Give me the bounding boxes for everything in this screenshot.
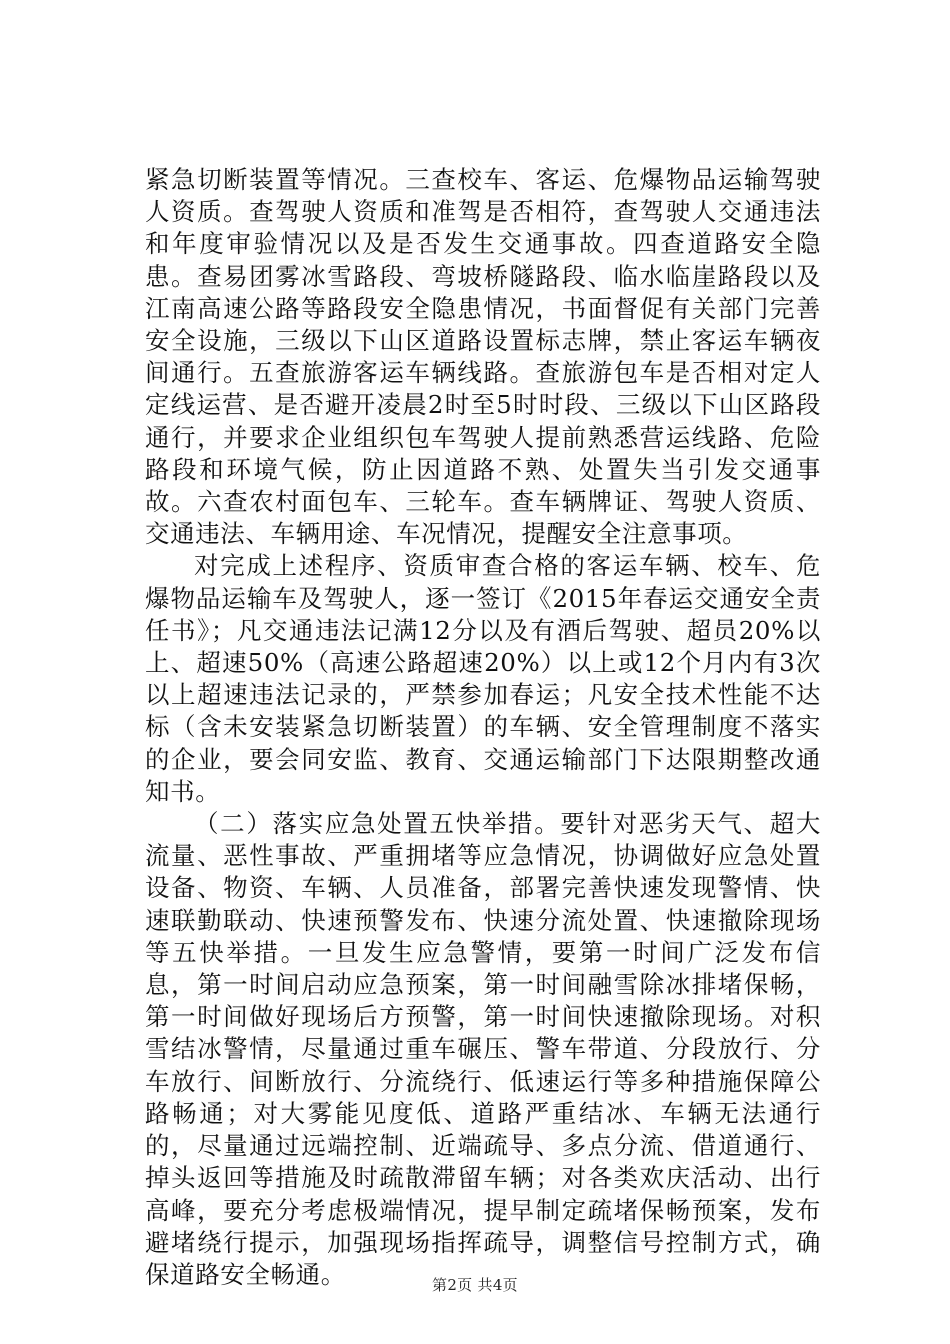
paragraph-continuation: 紧急切断装置等情况。三查校车、客运、危爆物品运输驾驶人资质。查驾驶人资质和准驾是否相符，查驾驶人交通违法和年度审验情况以及是否发生交通事故。四查道路安全隐患。查易团雾冰雪路段、弯坡桥隧路段、临水临崖路段以及江南高速公路等路段安全隐患情况，书面督促有关部门完善安全设施，三级以下山区道路设置标志牌，禁止客运车辆夜间通行。五查旅游客运车辆线路。查旅游包车是否相对定人定线运营、是否避开凌晨2时至5时时段、三级以下山区路段通行，并要求企业组织包车驾驶人提前熟悉营运线路、危险路段和环境气候，防止因道路不熟、处置失当引发交通事故。六查农村面包车、三轮车。查车辆牌证、驾驶人资质、交通违法、车辆用途、车况情况，提醒安全注意事项。	[145, 165, 821, 549]
paragraph-responsibility: 对完成上述程序、资质审查合格的客运车辆、校车、危爆物品运输车及驾驶人，逐一签订《2015年春运交通安全责任书》；凡交通违法记满12分以及有酒后驾驶、超员20%以上、超速50%（高速公路超速20%）以上或12个月内有3次以上超速违法记录的，严禁参加春运；凡安全技术性能不达标（含未安装紧急切断装置）的车辆、安全管理制度不落实的企业，要会同安监、教育、交通运输部门下达限期整改通知书。	[145, 551, 821, 806]
document-body	[145, 164, 821, 1291]
page-footer: 第2页 共4页	[432, 1276, 518, 1294]
paragraph-emergency-measures: （二）落实应急处置五快举措。要针对恶劣天气、超大流量、恶性事故、严重拥堵等应急情况，协调做好应急处置设备、物资、车辆、人员准备，部署完善快速发现警情、快速联勤联动、快速预警发布、快速分流处置、快速撤除现场等五快举措。一旦发生应急警情，要第一时间广泛发布信息，第一时间启动应急预案，第一时间融雪除冰排堵保畅，第一时间做好现场后方预警，第一时间快速撤除现场。对积雪结冰警情，尽量通过重车碾压、警车带道、分段放行、分车放行、间断放行、分流绕行、低速运行等多种措施保障公路畅通；对大雾能见度低、道路严重结冰、车辆无法通行的，尽量通过远端控制、近端疏导、多点分流、借道通行、掉头返回等措施及时疏散滞留车辆；对各类欢庆活动、出行高峰，要充分考虑极端情况，提早制定疏堵保畅预案，发布避堵绕行提示，加强现场指挥疏导，调整信号控制方式，确保道路安全畅通。	[145, 809, 821, 1289]
